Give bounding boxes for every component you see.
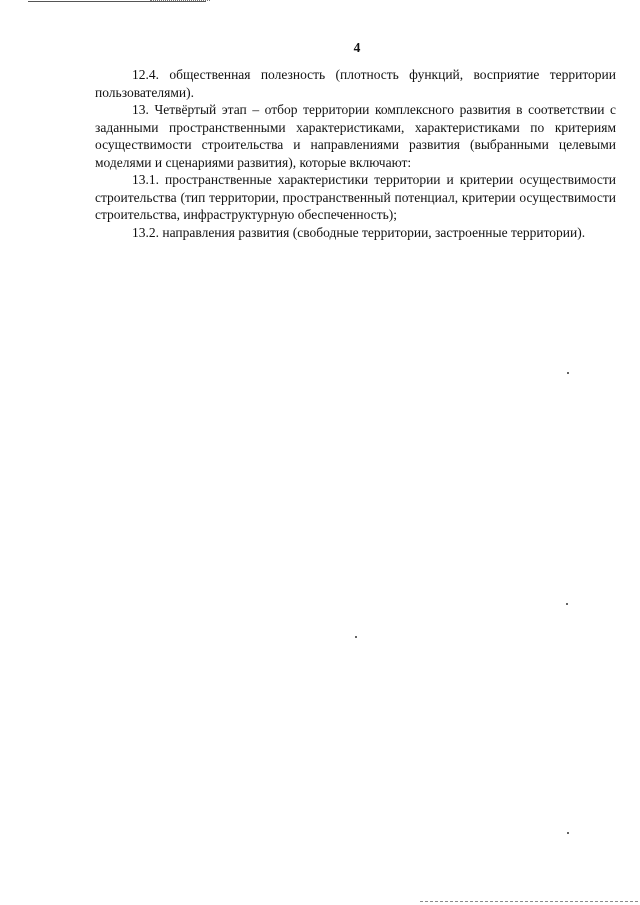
page-number: 4 [353, 40, 361, 55]
paragraph-13: 13. Четвёртый этап – отбор территории комплексного развития в соответствии с заданными пространственными характеристиками, характеристиками по критериям осуществимости строительства и направлениями развития (выбранными целевыми моделями и сценариями развития), которые включают: [95, 102, 616, 170]
document-body [95, 66, 616, 241]
paragraph-13-2: 13.2. направления развития (свободные территории, застроенные территории). [132, 224, 586, 240]
bottom-scan-line [420, 901, 638, 903]
scan-speck [355, 636, 357, 638]
scan-speck [567, 372, 569, 374]
paragraph-12-4: 12.4. общественная полезность (плотность функций, восприятие территории пользователями). [95, 67, 616, 100]
top-scan-dots [150, 0, 210, 3]
scan-speck [567, 832, 569, 834]
paragraph-13-1: 13.1. пространственные характеристики территории и критерии осуществимости строительства (тип территории, пространственный потенциал, критерии осуществимости строительства, инфраструктурную обеспеченность); [95, 172, 616, 222]
scan-speck [566, 603, 568, 605]
